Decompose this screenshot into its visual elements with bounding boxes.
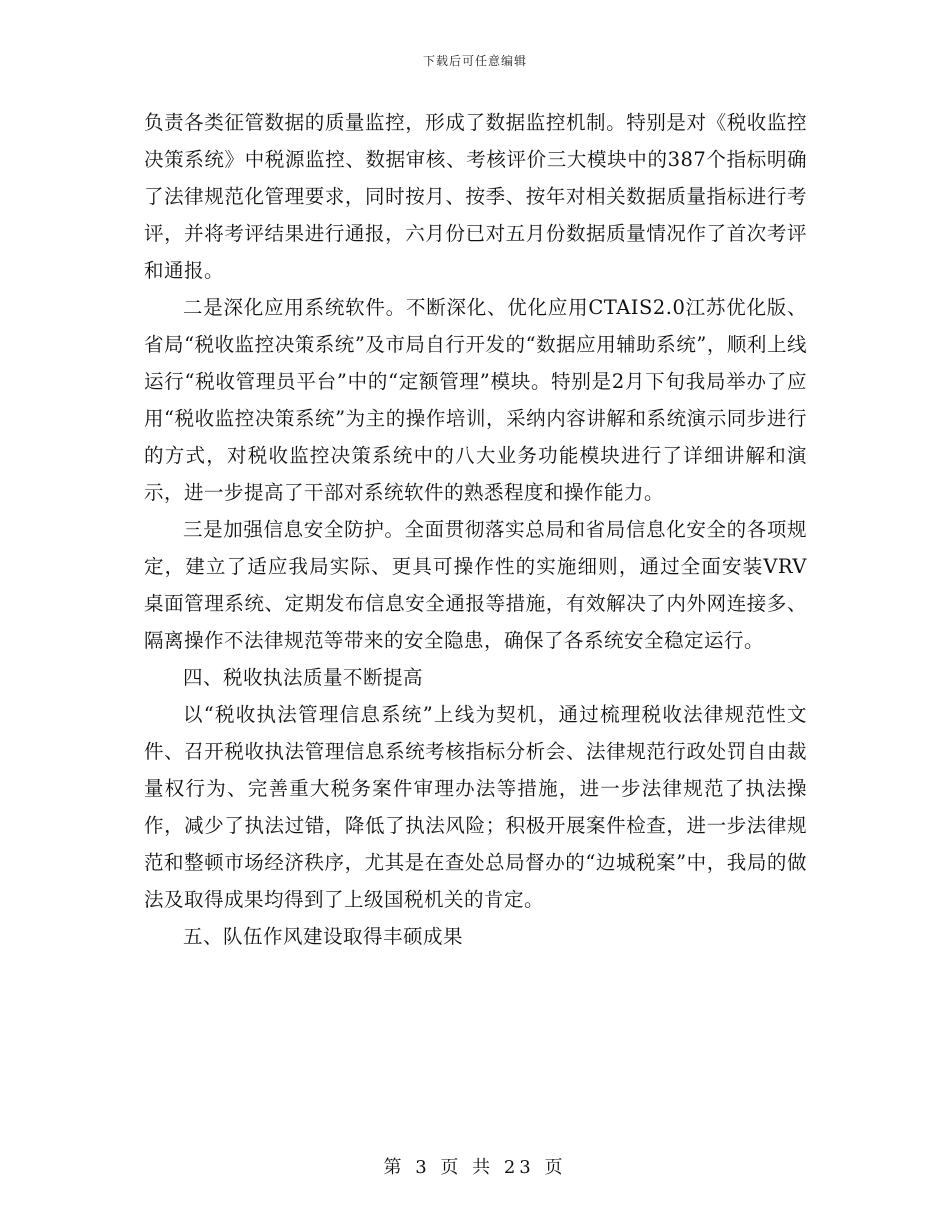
section-heading-team-building: 五、队伍作风建设取得丰硕成果 [183, 925, 464, 948]
paragraph-enforcement-system: 以“税收执法管理信息系统”上线为契机，通过梳理税收法律规范性文件、召开税收执法管理信息系统考核指标分析会、法律规范行政处罚自由裁量权行为、完善重大税务案件审理办法等措施，进一步法律规范了执法操作，减少了执法过错，降低了执法风险；积极开展案件检查，进一步法律规范和整顿市场经济秩序，尤其是在查处总局督办的“边城税案”中，我局的做法及取得成果均得到了上级国税机关的肯定。 [144, 703, 807, 911]
page-number-footer: 第 3 页 共 23 页 [383, 1157, 567, 1178]
section-heading-enforcement-quality: 四、税收执法质量不断提高 [183, 666, 424, 689]
page-header-note: 下载后可任意编辑 [422, 54, 527, 68]
document-body [144, 104, 807, 955]
paragraph-system-software: 二是深化应用系统软件。不断深化、优化应用CTAIS2.0江苏优化版、省局“税收监控决策系统”及市局自行开发的“数据应用辅助系统”，顺利上线运行“税收管理员平台”中的“定额管理”模块。特别是2月下旬我局举办了应用“税收监控决策系统”为主的操作培训，采纳内容讲解和系统演示同步进行的方式，对税收监控决策系统中的八大业务功能模块进行了详细讲解和演示，进一步提高了干部对系统软件的熟悉程度和操作能力。 [144, 296, 807, 504]
paragraph-information-security: 三是加强信息安全防护。全面贯彻落实总局和省局信息化安全的各项规定，建立了适应我局实际、更具可操作性的实施细则，通过全面安装VRV桌面管理系统、定期发布信息安全通报等措施，有效解决了内外网连接多、隔离操作不法律规范等带来的安全隐患，确保了各系统安全稳定运行。 [144, 518, 807, 652]
paragraph-data-monitoring: 负责各类征管数据的质量监控，形成了数据监控机制。特别是对《税收监控决策系统》中税源监控、数据审核、考核评价三大模块中的387个指标明确了法律规范化管理要求，同时按月、按季、按年对相关数据质量指标进行考评，并将考评结果进行通报，六月份已对五月份数据质量情况作了首次考评和通报。 [144, 111, 807, 282]
